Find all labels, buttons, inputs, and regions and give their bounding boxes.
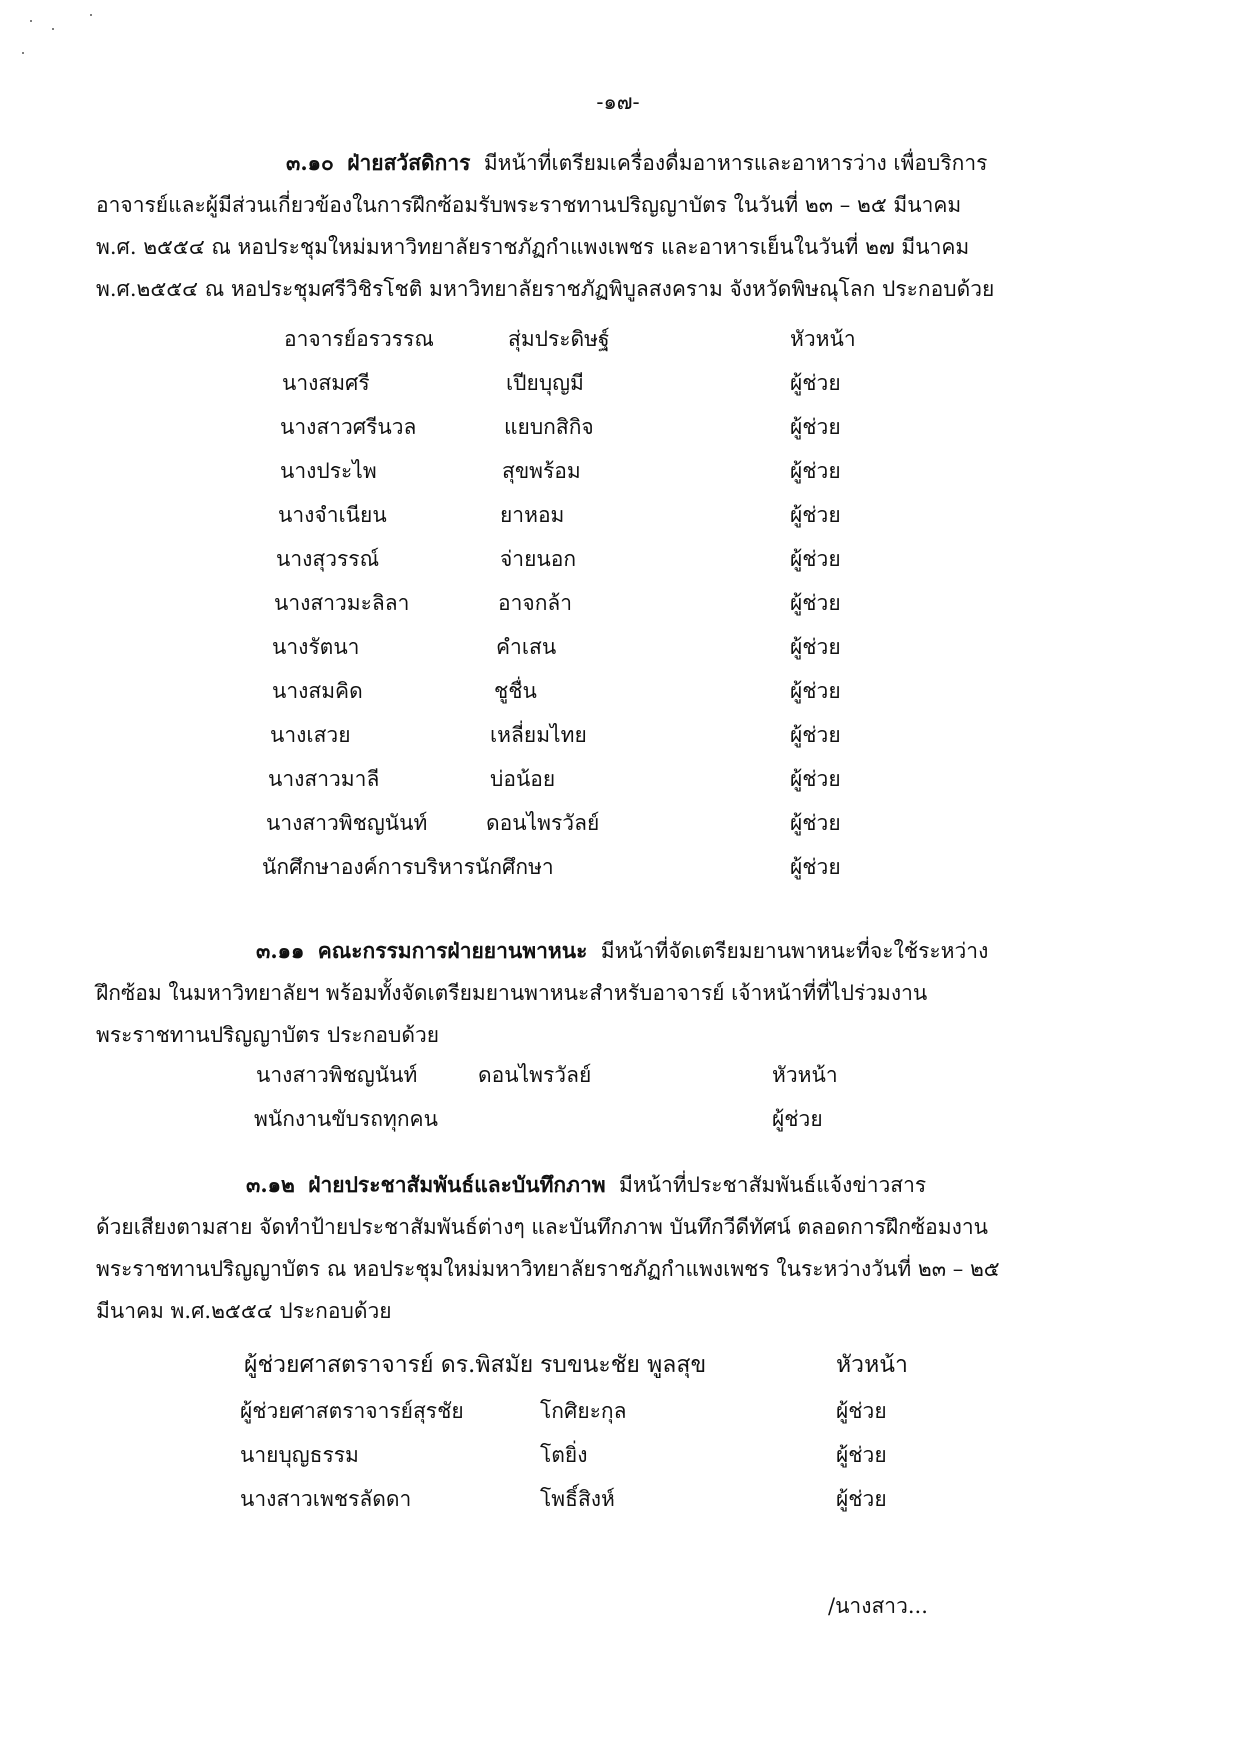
section-3-10-title: ฝ่ายสวัสดิการ: [347, 150, 471, 175]
section-3-12-number: ๓.๑๒: [246, 1172, 295, 1197]
section-3-10-number: ๓.๑๐: [286, 150, 334, 175]
section-3-12-line-1: ๓.๑๒ ฝ่ายประชาสัมพันธ์และบันทึกภาพ มีหน้าที่ประชาสัมพันธ์แจ้งข่าวสาร: [246, 1172, 927, 1197]
page-number: -๑๗-: [596, 90, 640, 114]
section-3-11-line-1: ๓.๑๑ คณะกรรมการฝ่ายยานพาหนะ มีหน้าที่จัดเตรียมยานพาหนะที่จะใช้ระหว่าง: [256, 938, 989, 963]
scan-speck: [52, 28, 54, 30]
section-3-10-line-4: พ.ศ.๒๕๕๔ ณ หอประชุมศรีวิชิรโชติ มหาวิทยาลัยราชภัฏพิบูลสงคราม จังหวัดพิษณุโลก ประกอบด้วย: [96, 277, 995, 301]
scan-speck: [30, 20, 32, 22]
section-3-12-paragraph: [96, 1164, 1000, 1332]
section-3-12-line-2: ด้วยเสียงตามสาย จัดทำป้ายประชาสัมพันธ์ต่างๆ และบันทึกภาพ บันทึกวีดีทัศน์ ตลอดการฝึกซ้อมงาน: [96, 1215, 989, 1239]
section-3-12-title: ฝ่ายประชาสัมพันธ์และบันทึกภาพ: [308, 1172, 606, 1197]
section-3-10-line-2: อาจารย์และผู้มีส่วนเกี่ยวข้องในการฝึกซ้อมรับพระราชทานปริญญาบัตร ในวันที่ ๒๓ – ๒๕ มีนาคม: [96, 193, 962, 217]
section-3-10-line-3: พ.ศ. ๒๕๕๔ ณ หอประชุมใหม่มหาวิทยาลัยราชภัฏกำแพงเพชร และอาหารเย็นในวันที่ ๒๗ มีนาคม: [96, 235, 970, 259]
section-3-11-paragraph: [96, 930, 988, 1056]
section-3-11-number: ๓.๑๑: [256, 938, 305, 963]
scan-speck: [22, 52, 24, 54]
section-3-10-paragraph: [96, 142, 994, 310]
section-3-10-line-1: ๓.๑๐ ฝ่ายสวัสดิการ มีหน้าที่เตรียมเครื่องดื่มอาหารและอาหารว่าง เพื่อบริการ: [286, 150, 988, 175]
section-3-11-line-3: พระราชทานปริญญาบัตร ประกอบด้วย: [96, 1023, 440, 1047]
section-3-11-line-2: ฝึกซ้อม ในมหาวิทยาลัยฯ พร้อมทั้งจัดเตรียมยานพาหนะสำหรับอาจารย์ เจ้าหน้าที่ที่ไปร่วมงาน: [96, 981, 928, 1005]
document-page: -๑๗- ๓.๑๐ ฝ่ายสวัสดิการ มีหน้าที่เตรียมเครื่องดื่มอาหารและอาหารว่าง เพื่อบริการ อาจารย์และผู้มีส่วนเกี่ยวข้องในการฝึกซ้อมรับพระราชทานปริญญาบัตร ในวันที่ ๒๓ – ๒๕ มีนาคม พ.ศ. ๒๕๕๔ ณ หอประชุมใหม่มหาวิทยาลัยราชภัฏกำแพงเพชร และอาหารเย็นในวันที่ ๒๗ มีนาคม พ.ศ.๒๕๕๔ ณ หอประชุมศรีวิชิรโชติ มหาวิทยาลัยราชภัฏพิบูลสงคราม จังหวัดพิษณุโลก ประกอบด้วย อาจารย์อรวรรณ สุ่มประดิษฐ์ หัวหน้า นางสมศรี เปียบุญมี ผู้ช่วย นางสาวศรีนวล แยบกสิกิจ ผู้ช่วย นางประไพ สุขพร้อม ผู้ช่วย นางจำเนียน ยาหอม ผู้ช่วย นางสุวรรณ์ จ่ายนอก ผู้ช่วย นางสาวมะลิลา อาจกล้า ผู้ช่วย นางรัตนา คำเสน ผู้ช่วย นางสมคิด ชูชื่น ผู้ช่วย นางเสวย เหลี่ยมไทย ผู้ช่วย นางสาวมาลี บ่อน้อย ผู้ช่วย นางสาวพิชญนันท์ ดอนไพรวัลย์ ผู้ช่วย นักศึกษาองค์การบริหารนักศึกษา ผู้ช่วย ๓.๑๑ คณะกรรมการฝ่ายยานพาหนะ มีหน้าที่จัดเตรียมยานพาหนะที่จะใช้ระหว่าง ฝึกซ้อม ในมหาวิทยาลัยฯ พร้อมทั้งจัดเตรียมยานพาหนะสำหรับอาจารย์ เจ้าหน้าที่ที่ไปร่วมงาน พระราชทานปริญญาบัตร ประกอบด้วย นางสาวพิชญนันท์ ดอนไพรวัลย์ หัวหน้า พนักงานขับรถทุกคน ผู้ช่วย ๓.๑๒ ฝ่ายประชาสัมพันธ์และบันทึกภาพ มีหน้าที่ประชาสัมพันธ์แจ้งข่าวสาร ด้วยเสียงตามสาย จัดทำป้ายประชาสัมพันธ์ต่างๆ และบันทึกภาพ บันทึกวีดีทัศน์ ตลอดการฝึกซ้อมงาน พระราชทานปริญญาบัตร ณ หอประชุมใหม่มหาวิทยาลัยราชภัฏกำแพงเพชร ในระหว่างวันที่ ๒๓ – ๒๕ มีนาคม พ.ศ.๒๕๕๔ ประกอบด้วย ผู้ช่วยศาสตราจารย์ ดร.พิสมัย รบขนะชัย พูลสุข หัวหน้า ผู้ช่วยศาสตราจารย์สุรชัย โกศิยะกุล ผู้ช่วย นายบุญธรรม โตยิ่ง ผู้ช่วย นางสาวเพชรลัดดา โพธิ์สิงห์ ผู้ช่วย /นางสาว...: [0, 0, 1236, 1752]
section-3-12-line-3: พระราชทานปริญญาบัตร ณ หอประชุมใหม่มหาวิทยาลัยราชภัฏกำแพงเพชร ในระหว่างวันที่ ๒๓ – ๒๕: [96, 1257, 1000, 1281]
continuation-note: /นางสาว...: [828, 1594, 928, 1618]
section-3-12-line-4: มีนาคม พ.ศ.๒๕๕๔ ประกอบด้วย: [96, 1299, 392, 1323]
scan-speck: [90, 14, 92, 16]
section-3-11-title: คณะกรรมการฝ่ายยานพาหนะ: [317, 938, 588, 963]
